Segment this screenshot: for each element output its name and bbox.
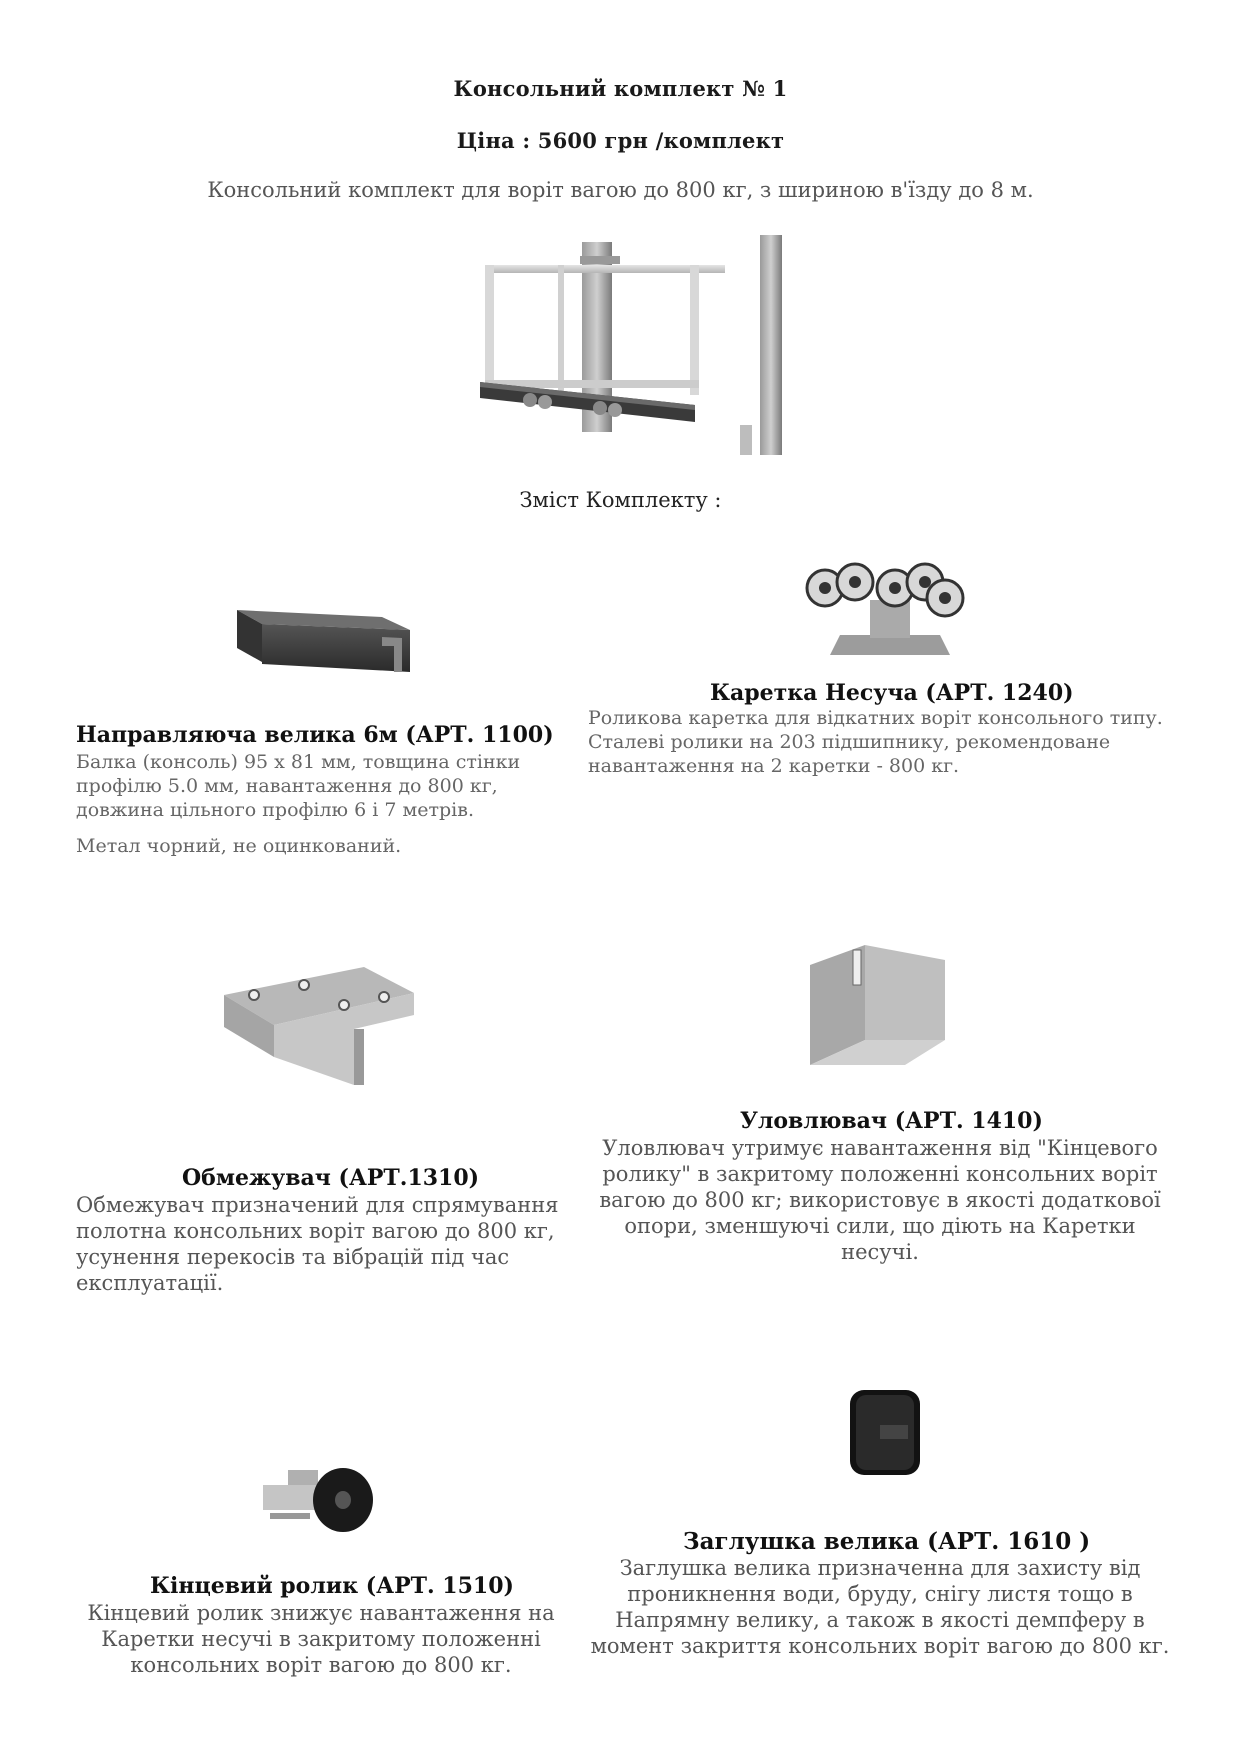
product-title-limiter: Обмежувач (АРТ.1310) xyxy=(182,1165,480,1191)
product-note-rail: Метал чорний, не оцинкований. xyxy=(76,835,402,857)
desc-line: Балка (консоль) 95 х 81 мм, товщина стінки xyxy=(76,751,521,773)
desc-line: навантаження на 2 каретки - 800 кг. xyxy=(588,755,960,777)
desc-line: консольних воріт вагою до 800 кг. xyxy=(130,1653,512,1677)
product-desc-end-roller xyxy=(76,1600,566,1678)
price: Ціна : 5600 грн /комплект xyxy=(456,128,785,153)
desc-line: довжина цільного профілю 6 і 7 метрів. xyxy=(76,799,474,821)
catcher-image xyxy=(805,940,955,1070)
intro-text: Консольний комплект для воріт вагою до 800 кг, з шириною в'їзду до 8 м. xyxy=(207,178,1034,202)
end-cap-image xyxy=(840,1385,930,1480)
rail-beam-image xyxy=(232,602,412,682)
product-desc-catcher xyxy=(590,1135,1170,1265)
desc-line: опори, зменшуючі сили, що діють на Каретки несучі. xyxy=(624,1214,1136,1264)
product-desc-end-cap xyxy=(590,1555,1170,1659)
desc-line: проникнення води, бруду, снігу листя тощо в xyxy=(627,1582,1133,1606)
contents-label: Зміст Комплекту : xyxy=(519,488,722,512)
desc-line: вагою до 800 кг; використовує в якості додаткової xyxy=(599,1188,1161,1212)
desc-line: Каретки несучі в закритому положенні xyxy=(101,1627,541,1651)
product-desc-limiter xyxy=(76,1192,559,1296)
product-title-rail: Направляюча велика 6м (АРТ. 1100) xyxy=(76,722,554,748)
end-roller-image xyxy=(258,1465,378,1535)
gate-kit-image xyxy=(470,230,800,460)
desc-line: Уловлювач утримує навантаження від "Кінцевого xyxy=(602,1136,1158,1160)
desc-line: Сталеві ролики на 203 підшипнику, рекомендоване xyxy=(588,731,1111,753)
product-desc-carriage xyxy=(588,706,1163,778)
product-title-end-cap: Заглушка велика (АРТ. 1610 ) xyxy=(683,1528,1091,1555)
desc-line: Кінцевий ролик знижує навантаження на xyxy=(87,1601,555,1625)
desc-line: профілю 5.0 мм, навантаження до 800 кг, xyxy=(76,775,498,797)
page-title: Консольний комплект № 1 xyxy=(453,76,788,101)
product-title-catcher: Уловлювач (АРТ. 1410) xyxy=(740,1108,1043,1134)
desc-line: Заглушка велика призначенна для захисту від xyxy=(619,1556,1141,1580)
carriage-image xyxy=(800,560,970,660)
product-desc-rail xyxy=(76,750,520,822)
limiter-image xyxy=(214,955,424,1090)
desc-line: експлуатації. xyxy=(76,1271,224,1295)
desc-line: ролику" в закритому положенні консольних воріт xyxy=(602,1162,1158,1186)
desc-line: Роликова каретка для відкатних воріт консольного типу. xyxy=(588,707,1163,729)
desc-line: усунення перекосів та вібрацій під час xyxy=(76,1245,510,1269)
desc-line: полотна консольних воріт вагою до 800 кг, xyxy=(76,1219,555,1243)
desc-line: момент закриття консольних воріт вагою до 800 кг. xyxy=(590,1634,1170,1658)
product-title-end-roller: Кінцевий ролик (АРТ. 1510) xyxy=(150,1573,514,1599)
desc-line: Напрямну велику, а також в якості демпферу в xyxy=(615,1608,1145,1632)
desc-line: Обмежувач призначений для спрямування xyxy=(76,1193,559,1217)
product-title-carriage: Каретка Несуча (АРТ. 1240) xyxy=(710,680,1074,706)
